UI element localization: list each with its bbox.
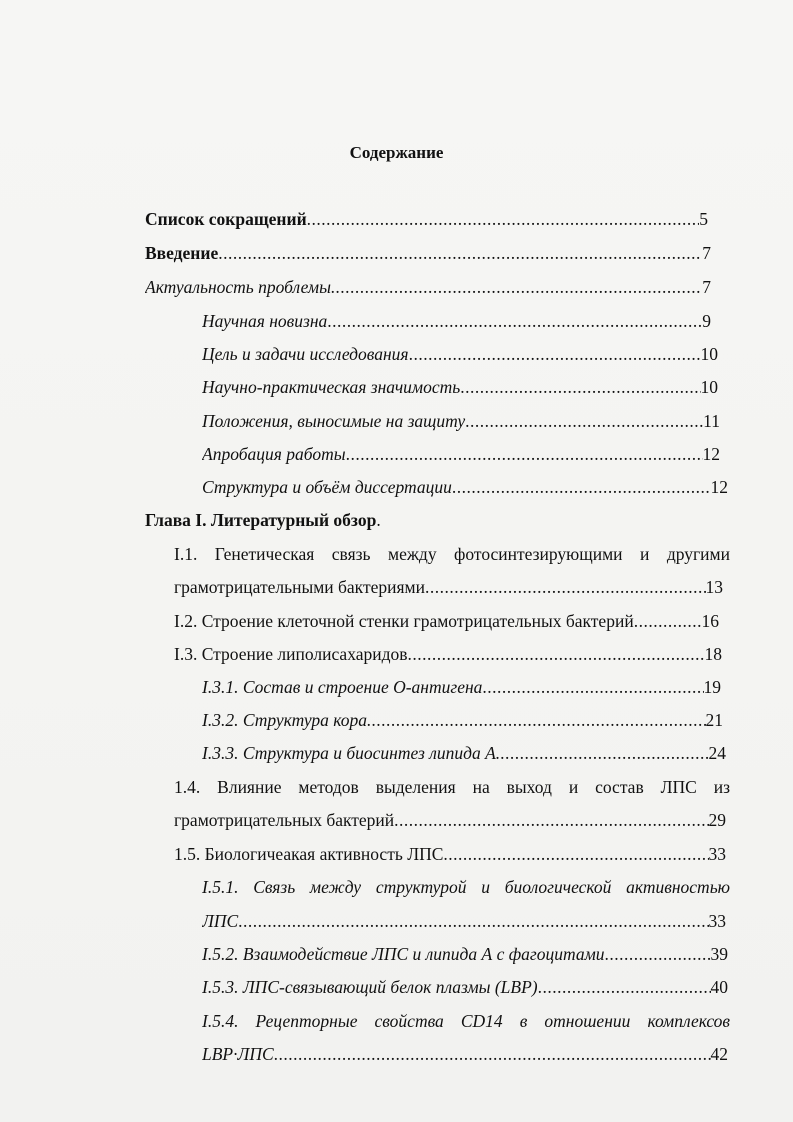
toc-page-number: 7	[702, 243, 711, 263]
toc-entry-approbation[interactable]	[202, 443, 720, 465]
toc-entry-label: I.5.2. Взаимодействие ЛПС и липида А с фагоцитами	[202, 944, 605, 964]
toc-entry-label: I.3.3. Структура и биосинтез липида А.	[202, 743, 501, 763]
toc-section-1-3[interactable]	[174, 643, 722, 665]
toc-entry-label: грамотрицательными бактериями	[174, 577, 425, 597]
toc-section-1-3-3[interactable]	[202, 742, 726, 764]
toc-page-number: 40	[710, 977, 728, 997]
toc-entry-goals[interactable]	[202, 343, 718, 365]
toc-leader	[327, 310, 702, 332]
toc-entry-label: грамотрицательных бактерий	[174, 810, 395, 830]
toc-entry-label: Цель и задачи исследования	[202, 344, 409, 364]
toc-page-number: 5	[699, 209, 708, 229]
chapter-heading-label: Глава I. Литературный обзор	[145, 510, 377, 530]
chapter-heading[interactable]	[145, 510, 381, 531]
toc-page-number: 7	[702, 277, 711, 297]
chapter-heading-dot: .	[376, 510, 381, 530]
toc-leader	[460, 376, 700, 398]
toc-page-number: 10	[700, 377, 718, 397]
toc-leader	[605, 943, 711, 965]
toc-entry-label: Научная новизна	[202, 311, 328, 331]
toc-leader	[394, 809, 708, 831]
toc-leader	[425, 576, 706, 598]
toc-leader	[238, 910, 708, 932]
page-title: Содержание	[349, 143, 444, 162]
toc-section-1-4-first-line[interactable]: 1.4. Влияние методов выделения на выход и состав ЛПС из	[174, 777, 730, 797]
toc-leader	[634, 610, 702, 632]
toc-entry-label: ЛПС	[202, 911, 239, 931]
toc-entry-introduction[interactable]	[145, 242, 711, 264]
toc-section-1-5-1[interactable]	[202, 910, 726, 932]
toc-leader	[409, 343, 701, 365]
toc-leader	[443, 843, 708, 865]
toc-page-number: 12	[710, 477, 728, 497]
toc-entry-label: I.5.3. ЛПС-связывающий белок плазмы (LBP)	[202, 977, 538, 997]
toc-page-number: 29	[708, 810, 726, 830]
toc-entry-abbreviations[interactable]	[145, 208, 708, 230]
toc-page-number: 19	[703, 677, 721, 697]
toc-leader	[538, 976, 711, 998]
toc-section-1-2[interactable]	[174, 610, 719, 632]
toc-entry-novelty[interactable]	[202, 310, 711, 332]
toc-entry-label: I.3.2. Структура кора.	[202, 710, 372, 730]
toc-entry-structure[interactable]	[202, 476, 728, 498]
toc-page-number: 9	[702, 311, 711, 331]
toc-section-1-5-4[interactable]	[202, 1043, 728, 1065]
toc-page-number: 12	[702, 444, 720, 464]
toc-section-1-5-1-first-line[interactable]: I.5.1. Связь между структурой и биологической активностью	[202, 877, 730, 897]
toc-section-1-5-2[interactable]	[202, 943, 728, 965]
toc-page-number: 16	[701, 611, 719, 631]
toc-page-number: 13	[705, 577, 723, 597]
toc-page-number: 33	[708, 844, 726, 864]
toc-page-number: 11	[703, 411, 720, 431]
toc-section-1-4[interactable]	[174, 809, 726, 831]
toc-page-number: 10	[700, 344, 718, 364]
toc-section-1-5[interactable]	[174, 843, 726, 865]
toc-section-1-1[interactable]	[174, 576, 723, 598]
toc-leader	[500, 742, 708, 764]
toc-page-number: 33	[708, 911, 726, 931]
toc-page-number: 18	[704, 644, 722, 664]
toc-page-number: 21	[705, 710, 723, 730]
toc-leader	[335, 276, 702, 298]
toc-section-1-5-4-first-line[interactable]: I.5.4. Рецепторные свойства CD14 в отношении комплексов	[202, 1011, 730, 1031]
toc-entry-label: Список сокращений	[145, 209, 307, 229]
toc-leader	[218, 242, 702, 264]
toc-section-1-5-3[interactable]	[202, 976, 728, 998]
toc-leader	[408, 643, 705, 665]
toc-entry-label: Структура и объём диссертации	[202, 477, 452, 497]
toc-leader	[452, 476, 711, 498]
toc-page-number: 39	[710, 944, 728, 964]
toc-section-1-1-first-line[interactable]: I.1. Генетическая связь между фотосинтезирующими и другими	[174, 544, 730, 564]
toc-page-number: 42	[710, 1044, 728, 1064]
toc-entry-label: I.3. Строение липолисахаридов	[174, 644, 408, 664]
toc-entry-label: 1.5. Биологичеакая активность ЛПС	[174, 844, 444, 864]
toc-leader	[482, 676, 703, 698]
toc-entry-defense-provisions[interactable]	[202, 410, 720, 432]
toc-entry-label: Положения, выносимые на защиту	[202, 411, 466, 431]
toc-section-1-3-1[interactable]	[202, 676, 721, 698]
toc-entry-label: Актуальность проблемы.	[145, 277, 336, 297]
toc-leader	[274, 1043, 711, 1065]
toc-entry-relevance[interactable]	[145, 276, 711, 298]
toc-leader	[371, 709, 705, 731]
toc-entry-significance[interactable]	[202, 376, 718, 398]
toc-entry-label: LBP·ЛПС	[202, 1044, 274, 1064]
toc-leader	[465, 410, 703, 432]
toc-leader	[346, 443, 703, 465]
toc-entry-label: Научно-практическая значимость	[202, 377, 461, 397]
toc-entry-label: I.2. Строение клеточной стенки грамотрицательных бактерий	[174, 611, 634, 631]
toc-section-1-3-2[interactable]	[202, 709, 723, 731]
toc-entry-label: I.3.1. Состав и строение О-антигена	[202, 677, 483, 697]
toc-entry-label: Введение	[145, 243, 219, 263]
toc-page-number: 24	[708, 743, 726, 763]
toc-leader	[307, 208, 700, 230]
toc-entry-label: Апробация работы	[202, 444, 346, 464]
